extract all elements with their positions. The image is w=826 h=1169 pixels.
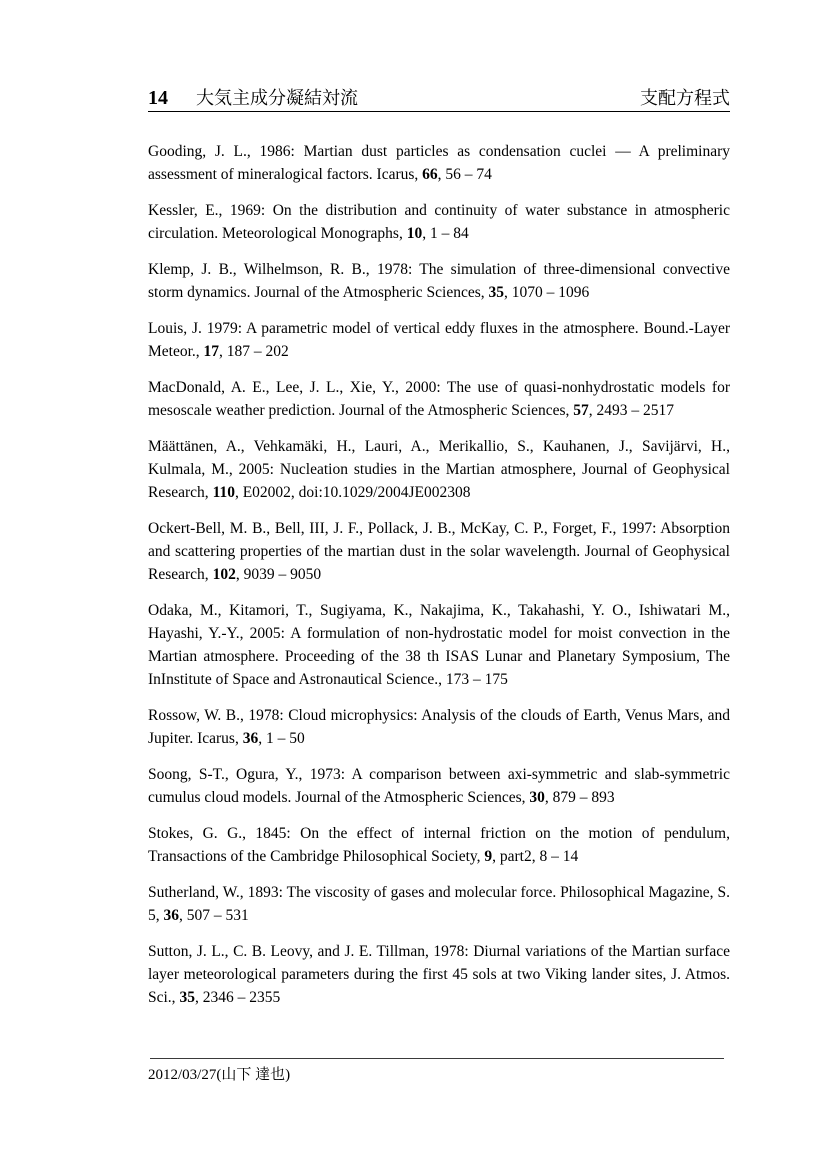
footer-text: 2012/03/27(山下 達也)	[148, 1067, 291, 1083]
reference-entry: Rossow, W. B., 1978: Cloud microphysics: Analysis of the clouds of Earth, Venus Mars, and Jupiter. Icarus, 36, 1 – 50	[148, 707, 730, 747]
volume-number: 66	[422, 166, 438, 183]
reference-entry: Määttänen, A., Vehkamäki, H., Lauri, A., Merikallio, S., Kauhanen, J., Savijärvi, H., Kulmala, M., 2005: Nucleation studies in the Martian atmosphere, Journal of Geophysical Research, 110, E02002, doi:10.1029/2004JE002308	[148, 438, 730, 501]
reference-entry: Stokes, G. G., 1845: On the effect of internal friction on the motion of pendulum, Transactions of the Cambridge Philosophical Society, 9, part2, 8 – 14	[148, 825, 730, 865]
volume-number: 35	[179, 989, 195, 1006]
reference-entry: Ockert-Bell, M. B., Bell, III, J. F., Pollack, J. B., McKay, C. P., Forget, F., 1997: Absorption and scattering properties of the martian dust in the solar wavelength. Journal of Geophysical Research, 102, 9039 – 9050	[148, 520, 730, 583]
volume-number: 30	[529, 789, 545, 806]
volume-number: 102	[212, 566, 236, 583]
reference-entry: Sutton, J. L., C. B. Leovy, and J. E. Tillman, 1978: Diurnal variations of the Martian surface layer meteorological parameters during the first 45 sols at two Viking lander sites, J. Atmos. Sci., 35, 2346 – 2355	[148, 943, 730, 1006]
reference-entry: Odaka, M., Kitamori, T., Sugiyama, K., Nakajima, K., Takahashi, Y. O., Ishiwatari M., Hayashi, Y.-Y., 2005: A formulation of non-hydrostatic model for moist convection in the Martian atmosphere. Proceeding of the 38 th ISAS Lunar and Planetary Symposium, The InInstitute of Space and Astronautical Science., 173 – 175	[148, 602, 730, 688]
volume-number: 36	[163, 907, 179, 924]
reference-entry: MacDonald, A. E., Lee, J. L., Xie, Y., 2000: The use of quasi-nonhydrostatic models for mesoscale weather prediction. Journal of the Atmospheric Sciences, 57, 2493 – 2517	[148, 379, 730, 419]
header-left-title: 大気主成分凝結対流	[196, 88, 358, 108]
header-rule	[148, 111, 730, 112]
volume-number: 110	[212, 484, 235, 501]
volume-number: 10	[406, 225, 423, 242]
volume-number: 9	[484, 848, 493, 865]
page-header	[148, 85, 730, 111]
reference-entry: Soong, S-T., Ogura, Y., 1973: A comparison between axi-symmetric and slab-symmetric cumulus cloud models. Journal of the Atmospheric Sciences, 30, 879 – 893	[148, 766, 730, 806]
header-right-title: 支配方程式	[640, 88, 730, 108]
reference-entry: Klemp, J. B., Wilhelmson, R. B., 1978: The simulation of three-dimensional convective storm dynamics. Journal of the Atmospheric Sciences, 35, 1070 – 1096	[148, 261, 730, 301]
reference-entry: Sutherland, W., 1893: The viscosity of gases and molecular force. Philosophical Magazine, S. 5, 36, 507 – 531	[148, 884, 730, 924]
reference-entry: Gooding, J. L., 1986: Martian dust particles as condensation cuclei — A preliminary assessment of mineralogical factors. Icarus, 66, 56 – 74	[148, 143, 730, 183]
footer-rule	[150, 1058, 724, 1059]
reference-entry: Louis, J. 1979: A parametric model of vertical eddy fluxes in the atmosphere. Bound.-Layer Meteor., 17, 187 – 202	[148, 320, 730, 360]
volume-number: 17	[203, 343, 220, 360]
reference-entry: Kessler, E., 1969: On the distribution and continuity of water substance in atmospheric circulation. Meteorological Monographs, 10, 1 – 84	[148, 202, 730, 242]
volume-number: 35	[488, 284, 505, 301]
volume-number: 57	[573, 402, 589, 419]
page-number: 14	[148, 87, 168, 109]
references-list	[148, 140, 730, 1022]
volume-number: 36	[242, 730, 259, 747]
